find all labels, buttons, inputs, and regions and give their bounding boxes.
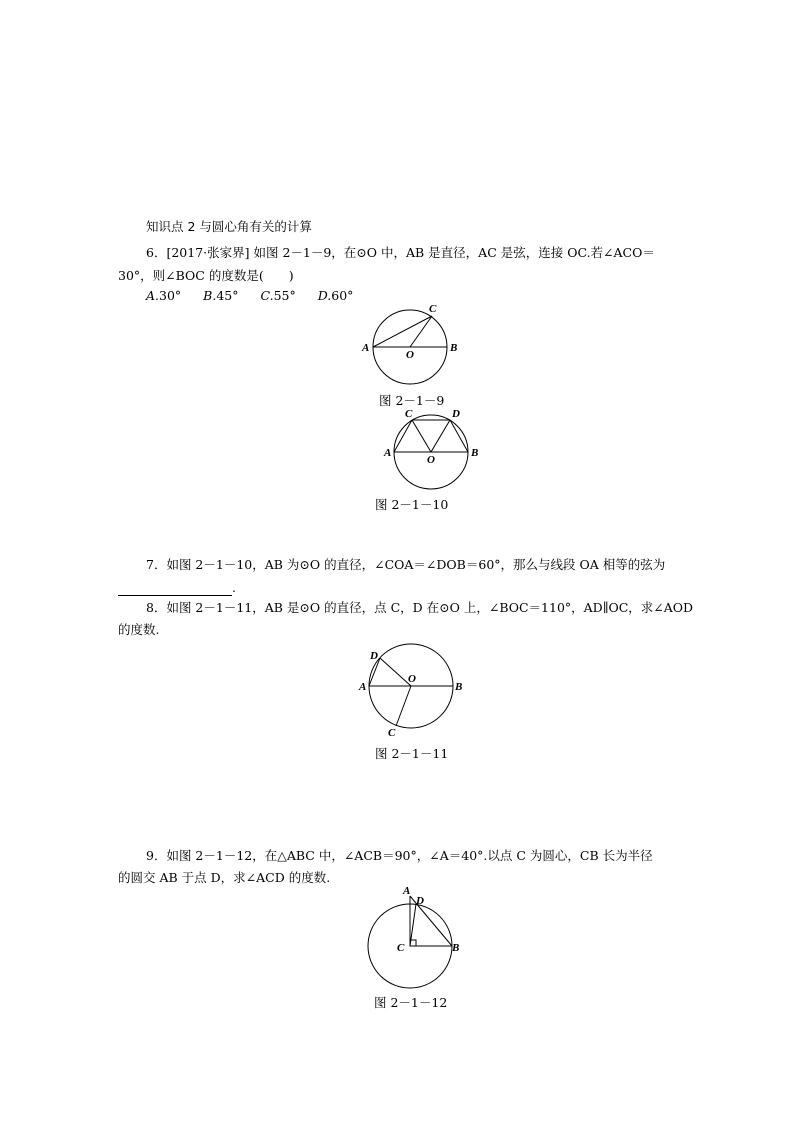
question-9-line-2: 的圆交 AB 于点 D，求∠ACD 的度数.: [118, 870, 331, 885]
label-c: C: [429, 303, 437, 315]
chord-ac: [394, 420, 412, 452]
label-a: A: [403, 885, 411, 897]
question-9-line-1: 9．如图 2－1－12，在△ABC 中，∠ACB＝90°，∠A＝40°.以点 C 为圆心，CB 长为半径: [146, 848, 653, 863]
label-c: C: [397, 942, 405, 954]
label-b: B: [450, 342, 458, 354]
answer-blank[interactable]: [118, 583, 232, 596]
label-o: O: [406, 349, 414, 361]
figure-2-1-12: [360, 882, 470, 992]
label-a: A: [384, 447, 392, 459]
radius-oc: [410, 316, 432, 347]
label-d: D: [416, 895, 424, 907]
caption-2-1-11: 图 2－1－11: [375, 746, 449, 761]
label-d: D: [452, 408, 460, 420]
question-8-line-1: 8．如图 2－1－11，AB 是⊙O 的直径，点 C，D 在⊙O 上，∠BOC＝110°，AD∥OC，求∠AOD: [146, 600, 694, 615]
question-6-line-2: 30°，则∠BOC 的度数是( ): [118, 268, 294, 283]
question-7-line-2: .: [118, 580, 236, 596]
label-b: B: [455, 681, 463, 693]
label-b: B: [452, 942, 460, 954]
label-b: B: [471, 447, 479, 459]
option-b: B.45°: [203, 288, 239, 303]
figure-2-1-10: [380, 404, 490, 494]
option-c: C.55°: [260, 288, 296, 303]
label-d: D: [370, 650, 378, 662]
radius-od: [431, 420, 450, 452]
question-6-line-1: 6．[2017·张家界] 如图 2－1－9，在⊙O 中，AB 是直径，AC 是弦，连接 OC.若∠ACO＝: [146, 245, 655, 260]
label-a: A: [359, 681, 367, 693]
label-o: O: [408, 673, 416, 685]
label-o: O: [427, 454, 435, 466]
option-d: D.60°: [317, 288, 354, 303]
radius-oc: [396, 686, 411, 726]
chord-ac: [373, 316, 432, 347]
radius-od: [380, 658, 411, 686]
label-c: C: [405, 408, 413, 420]
caption-2-1-10: 图 2－1－10: [375, 497, 449, 512]
option-a: A.30°: [146, 288, 182, 303]
figure-2-1-11: [358, 640, 468, 740]
question-7-line-1: 7．如图 2－1－10，AB 为⊙O 的直径，∠COA＝∠DOB＝60°，那么与线段 OA 相等的弦为: [146, 557, 666, 572]
caption-2-1-12: 图 2－1－12: [374, 995, 448, 1010]
section-heading: 知识点 2 与圆心角有关的计算: [146, 219, 312, 234]
label-c: C: [388, 727, 396, 739]
chord-ad: [369, 658, 380, 686]
radius-oc: [412, 420, 431, 452]
figure-2-1-9: [360, 300, 470, 390]
chord-db: [450, 420, 468, 452]
label-a: A: [362, 342, 370, 354]
caption-2-1-9: 图 2－1－9: [379, 393, 445, 408]
question-8-line-2: 的度数.: [118, 622, 160, 637]
question-6-options: [146, 288, 371, 304]
